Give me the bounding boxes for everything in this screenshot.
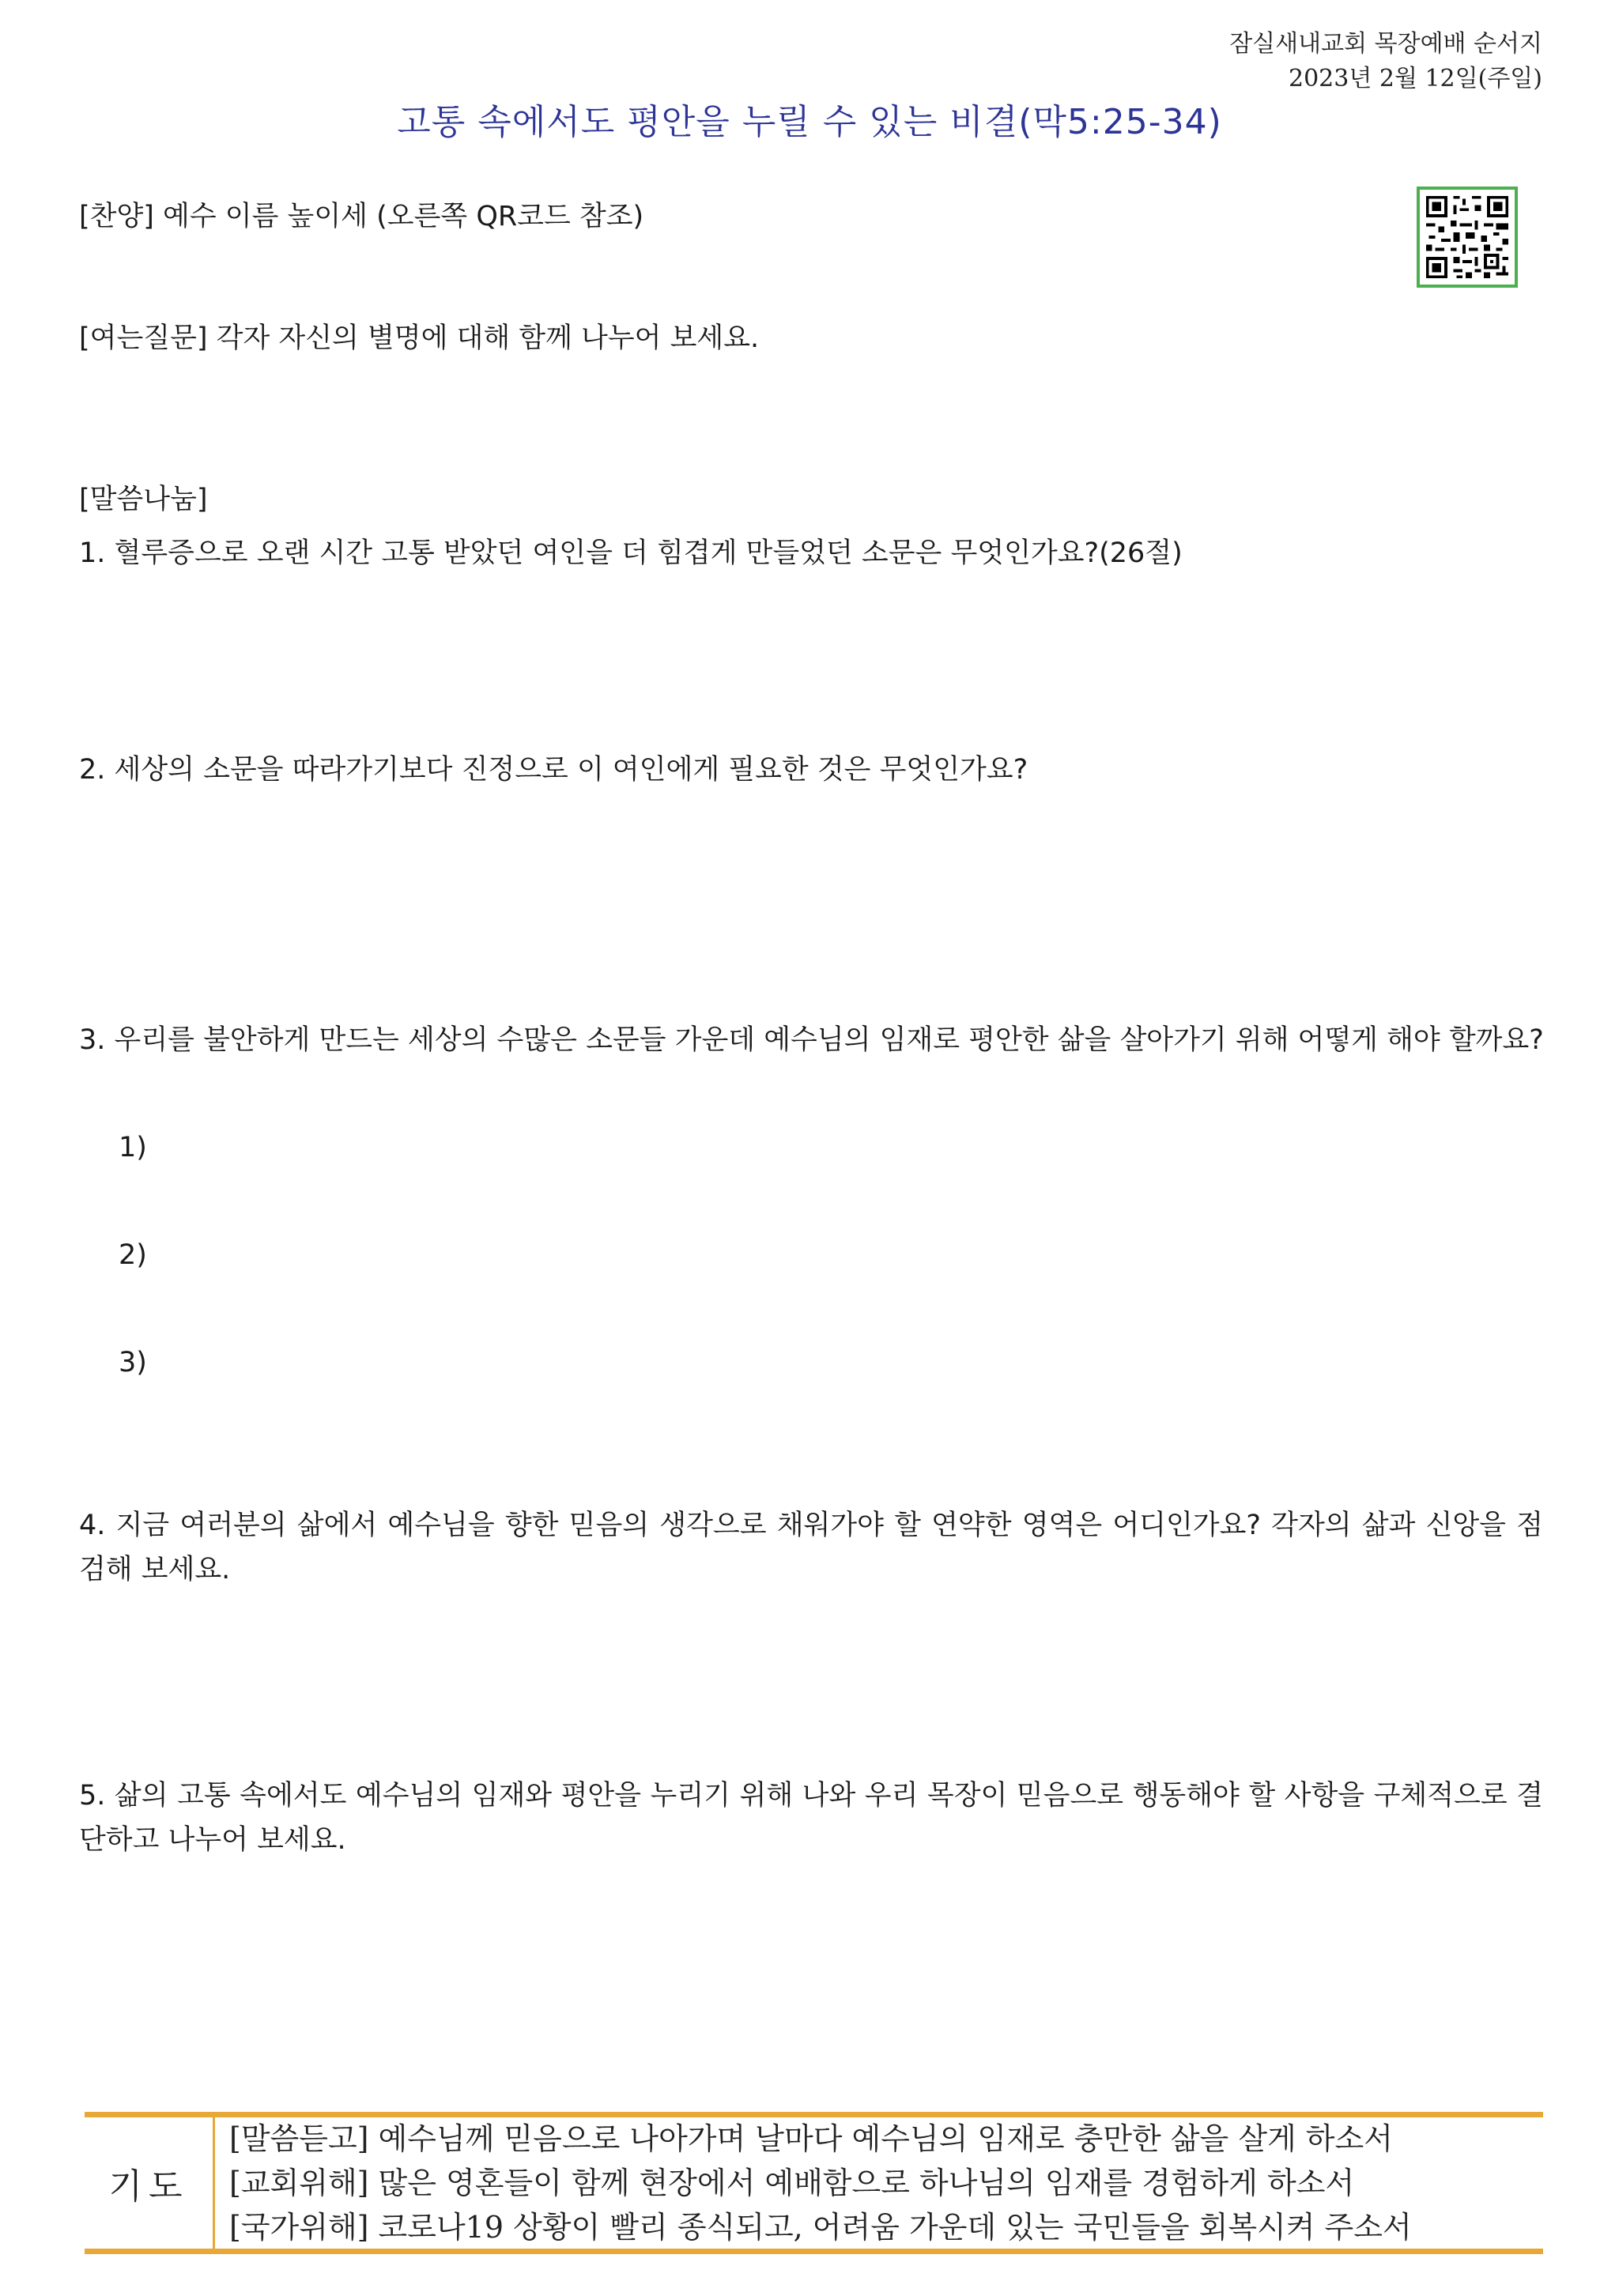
qr-code-icon <box>1423 193 1511 281</box>
prayer-item-nation: [국가위해] 코로나19 상황이 빨리 종식되고, 어려움 가운데 있는 국민들을 회복시켜 주소서 <box>229 2210 1412 2245</box>
date-line: 2023년 2월 12일(주일) <box>1289 65 1542 92</box>
question-5: 5. 삶의 고통 속에서도 예수님의 임재와 평안을 누리기 위해 나와 우리 목장이 믿음으로 행동해야 할 사항을 구체적으로 결단하고 나누어 보세요. <box>79 1780 1543 1856</box>
question-3-answer-2: 2) <box>119 1239 147 1271</box>
praise-line: [찬양] 예수 이름 높이세 (오른쪽 QR코드 참조) <box>79 201 644 232</box>
prayer-label: 기도 <box>85 2117 215 2249</box>
question-3-answer-3: 3) <box>119 1347 147 1378</box>
org-line: 잠실새내교회 목장예배 순서지 <box>1229 30 1542 58</box>
opening-question: [여는질문] 각자 자신의 별명에 대해 함께 나누어 보세요. <box>79 322 760 354</box>
prayer-item-church: [교회위해] 많은 영혼들이 함께 현장에서 예배함으로 하나님의 임재를 경험하게 하소서 <box>229 2166 1355 2200</box>
prayer-box <box>85 2112 1543 2254</box>
question-2: 2. 세상의 소문을 따라가기보다 진정으로 이 여인에게 필요한 것은 무엇인가요? <box>79 754 1028 786</box>
question-3: 3. 우리를 불안하게 만드는 세상의 수많은 소문들 가운데 예수님의 임재로 평안한 삶을 살아가기 위해 어떻게 해야 할까요? <box>79 1024 1544 1056</box>
question-4: 4. 지금 여러분의 삶에서 예수님을 향한 믿음의 생각으로 채워가야 할 연약한 영역은 어디인가요? 각자의 삶과 신앙을 점검해 보세요. <box>79 1510 1543 1585</box>
sharing-heading: [말씀나눔] <box>79 484 208 515</box>
prayer-item-word: [말씀듣고] 예수님께 믿음으로 나아가며 날마다 예수님의 임재로 충만한 삶을 살게 하소서 <box>229 2121 1393 2156</box>
question-1: 1. 혈루증으로 오랜 시간 고통 받았던 여인을 더 힘겹게 만들었던 소문은 무엇인가요?(26절) <box>79 537 1183 569</box>
question-3-answer-1: 1) <box>119 1132 147 1163</box>
page-title: 고통 속에서도 평안을 누릴 수 있는 비결(막5:25-34) <box>397 102 1222 142</box>
prayer-list <box>215 2117 1543 2249</box>
qr-code[interactable] <box>1417 187 1518 288</box>
header <box>1229 27 1542 96</box>
